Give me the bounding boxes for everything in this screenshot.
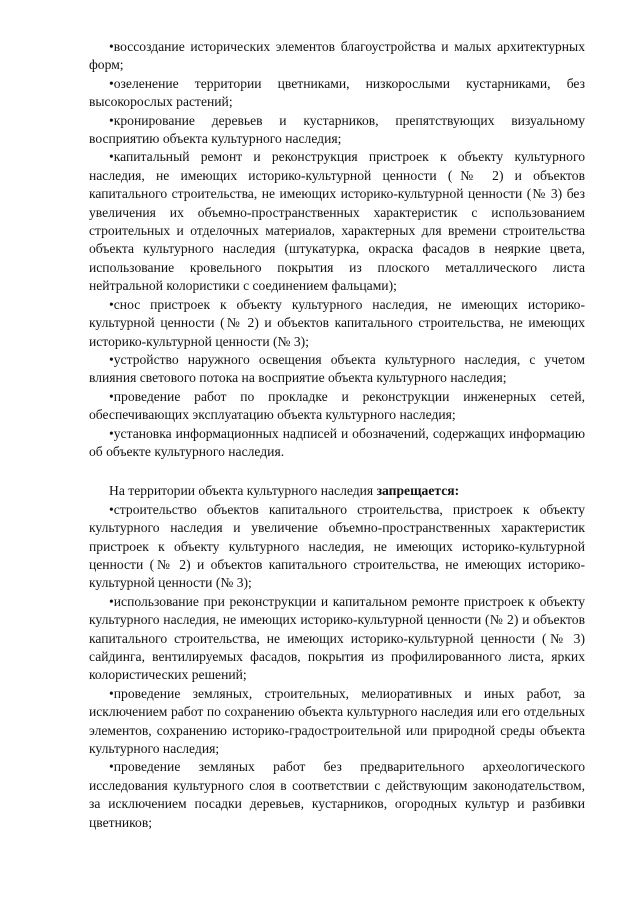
allowed-item: •воссоздание исторических элементов благоустройства и малых архитектурных форм; xyxy=(89,39,585,73)
allowed-item: •озеленение территории цветниками, низкорослыми кустарниками, без высокорослых растений; xyxy=(89,75,585,110)
prohibited-heading xyxy=(89,482,585,500)
allowed-item: •капитальный ремонт и реконструкция пристроек к объекту культурного наследия, не имеющих историко-культурной ценности (№ 2) и объектов капитального строительства, не имеющих историко-культурной ценности (№ 3) без увеличения их объемно-пространственных характеристик с использованием строительных и отделочных материалов, характерных для времени строительства объекта культурного наследия (штукатурка, окраска фасадов в неяркие цвета, использование кровельного покрытия из плоского металлического листа нейтральной колористики с соединением фальцами); xyxy=(89,149,585,294)
section-gap xyxy=(89,461,585,482)
document-body xyxy=(89,38,585,832)
prohibited-heading-text: На территории объекта культурного наследия xyxy=(109,483,377,499)
prohibited-item: •использование при реконструкции и капитальном ремонте пристроек к объекту культурного наследия, не имеющих историко-культурной ценности (№ 2) и объектов капитального строительства, не имеющих историко-культурной ценности (№ 3) сайдинга, вентилируемых фасадов, покрытия из профилированного листа, ярких колористических решений; xyxy=(89,593,585,683)
prohibited-item: •проведение земляных работ без предварительного археологического исследования культурного слоя в соответствии с действующим законодательством, за исключением посадки деревьев, кустарников, огородных культур и разбивки цветников; xyxy=(89,759,585,830)
allowed-item: •устройство наружного освещения объекта культурного наследия, с учетом влияния светового потока на восприятие объекта культурного наследия; xyxy=(89,351,585,386)
allowed-item: •установка информационных надписей и обозначений, содержащих информацию об объекте культурного наследия. xyxy=(89,425,585,459)
prohibited-item: •проведение земляных, строительных, мелиоративных и иных работ, за исключением работ по сохранению объекта культурного наследия или его отдельных элементов, сохранению историко-градостроительной или природной среды объекта культурного наследия; xyxy=(89,685,585,757)
prohibited-item: •строительство объектов капитального строительства, пристроек к объекту культурного наследия и увеличение объемно-пространственных характеристик пристроек к объекту культурного наследия, не имеющих историко-культурной ценности (№ 2) и объектов капитального строительства, не имеющих историко-культурной ценности (№ 3); xyxy=(89,501,585,591)
allowed-item: •снос пристроек к объекту культурного наследия, не имеющих историко-культурной ценности (№ 2) и объектов капитального строительства, не имеющих историко-культурной ценности (№ 3); xyxy=(89,296,585,349)
prohibited-heading-bold: запрещается: xyxy=(376,483,460,499)
allowed-item: •кронирование деревьев и кустарников, препятствующих визуальному восприятию объекта культурного наследия; xyxy=(89,112,585,147)
allowed-item: •проведение работ по прокладке и реконструкции инженерных сетей, обеспечивающих эксплуатацию объекта культурного наследия; xyxy=(89,388,585,423)
